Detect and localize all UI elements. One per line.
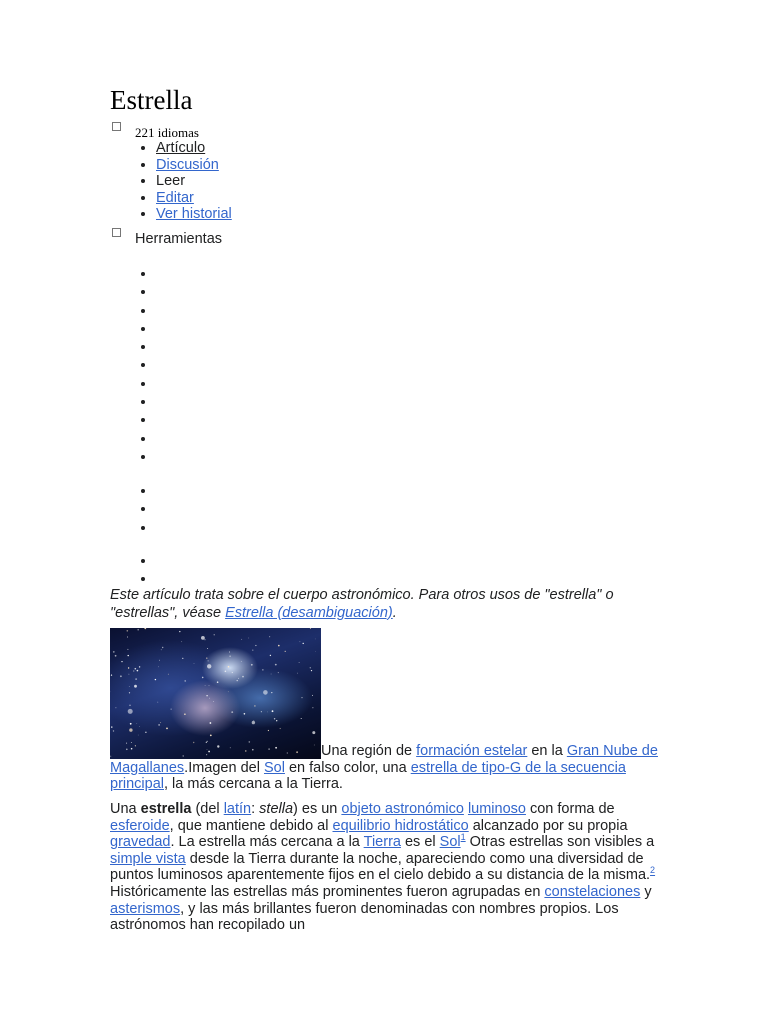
star (127, 630, 129, 632)
body-text: Una (110, 801, 141, 817)
star (214, 634, 215, 635)
tab-articulo-link[interactable]: Artículo (156, 140, 206, 156)
star (252, 721, 255, 724)
star (274, 718, 275, 719)
star (129, 728, 132, 731)
star (113, 730, 114, 731)
star (267, 712, 268, 713)
hatnote-link[interactable]: Estrella (desambiguación) (225, 604, 393, 621)
link-constelaciones[interactable]: constelaciones (544, 883, 641, 900)
star (184, 680, 186, 682)
star (127, 637, 128, 638)
star-field (110, 628, 321, 759)
star (135, 678, 136, 679)
star (231, 711, 233, 713)
star (162, 647, 163, 648)
star (128, 655, 129, 656)
languages-label[interactable]: 221 idiomas (135, 125, 199, 140)
body-text: , que mantiene debido al (169, 817, 333, 834)
link-gran-nube[interactable]: Gran Nube de Magallanes (110, 743, 658, 776)
star (144, 628, 146, 629)
body-text: es el (400, 834, 440, 851)
body-text: y (640, 883, 652, 900)
star (207, 648, 208, 649)
star (129, 705, 130, 706)
tools-list-1 (136, 265, 156, 466)
link-objeto-astronomico[interactable]: objeto astronómico (341, 801, 464, 817)
body-italic: stella (259, 801, 294, 817)
nebula-image[interactable] (110, 628, 321, 759)
star (271, 674, 272, 675)
star (300, 641, 301, 642)
star (115, 655, 117, 657)
star (207, 664, 211, 668)
star (270, 655, 271, 656)
star (254, 705, 256, 707)
star (158, 666, 159, 667)
star (206, 658, 207, 659)
caption-text: , la más cercana a la Tierra. (164, 776, 343, 793)
tab-leer[interactable] (156, 173, 232, 190)
star (242, 676, 244, 678)
link-sol-2[interactable]: Sol (439, 834, 461, 851)
star (129, 674, 130, 675)
caption-text: .Imagen del (184, 759, 264, 776)
star (127, 649, 128, 650)
star (171, 709, 172, 710)
star (207, 741, 208, 742)
star (315, 639, 316, 640)
star (159, 660, 160, 661)
star (262, 669, 263, 670)
star (168, 674, 169, 675)
star (137, 723, 138, 724)
star (312, 695, 313, 696)
link-luminoso[interactable]: luminoso (467, 801, 526, 817)
star (115, 707, 116, 708)
star (158, 724, 160, 726)
star (310, 667, 311, 668)
star (280, 728, 281, 729)
star (228, 666, 230, 668)
body-text: . La estrella más cercana a la (170, 834, 364, 851)
star (301, 697, 302, 698)
star (275, 664, 277, 666)
star (209, 698, 210, 699)
star (137, 670, 139, 672)
star (315, 651, 316, 652)
star (166, 728, 168, 730)
link-tierra[interactable]: Tierra (363, 834, 401, 851)
star (209, 685, 210, 686)
body-text: desde la Tierra durante la noche, apareciendo como una diversidad de puntos luminosos aparentemente fijos en el cielo debido a su distancia de la misma. (110, 850, 651, 884)
star (157, 702, 158, 703)
star (229, 656, 230, 657)
body-text: con forma de (525, 801, 615, 817)
star (285, 651, 286, 652)
link-latin[interactable]: latín (223, 801, 252, 817)
star (205, 639, 206, 640)
star (228, 692, 229, 693)
page-tabs (136, 140, 232, 223)
link-estrella-tipo-g[interactable]: estrella de tipo-G de la secuencia principal (110, 759, 626, 793)
image-caption (110, 743, 660, 793)
star (130, 723, 132, 725)
star (272, 710, 274, 712)
tools-list-2 (136, 482, 156, 537)
tools-checkbox[interactable] (112, 228, 121, 237)
star (244, 713, 246, 715)
tab-discusion[interactable] (156, 157, 232, 174)
hatnote-end: . (392, 604, 397, 621)
star (213, 701, 214, 702)
star (301, 718, 302, 719)
star (241, 639, 242, 640)
star (299, 662, 300, 663)
link-esferoide[interactable]: esferoide (110, 817, 170, 834)
body-text: alcanzado por su propia (468, 817, 628, 834)
star (238, 678, 239, 679)
star (278, 645, 280, 647)
star (121, 661, 122, 662)
star (241, 661, 242, 662)
star (252, 650, 253, 651)
star (139, 726, 140, 727)
body-text: Históricamente las estrellas más prominentes fueron agrupadas en (110, 883, 545, 900)
intro-paragraph (110, 801, 660, 934)
star (128, 667, 129, 668)
star (135, 668, 137, 670)
star (255, 645, 256, 646)
star (138, 735, 139, 736)
star (139, 666, 140, 667)
tools-list-3 (136, 552, 156, 589)
star (261, 711, 262, 712)
tab-articulo[interactable] (156, 140, 232, 157)
star (210, 722, 212, 724)
tools-label[interactable]: Herramientas (135, 231, 223, 247)
star (133, 671, 134, 672)
star (276, 720, 277, 721)
tab-ver-historial[interactable] (156, 206, 232, 223)
star (297, 673, 298, 674)
caption-text: en la (527, 743, 567, 759)
star (311, 670, 312, 671)
star (312, 707, 313, 708)
body-text: Otras estrellas son visibles a (465, 834, 655, 851)
star (134, 685, 137, 688)
star (182, 658, 183, 659)
link-gravedad[interactable]: gravedad (110, 834, 171, 851)
star (232, 672, 233, 673)
star (113, 651, 115, 653)
tab-leer-link[interactable]: Leer (156, 173, 186, 190)
link-equilibrio-hidrostatico[interactable]: equilibrio hidrostático (332, 817, 469, 834)
star (194, 663, 195, 664)
star (251, 664, 253, 666)
star (310, 628, 311, 629)
tab-discusion-link[interactable]: Discusión (156, 156, 219, 173)
star (208, 660, 209, 661)
star (111, 726, 112, 727)
star (205, 685, 206, 686)
star (128, 709, 133, 714)
link-asterismos[interactable]: asterismos (110, 900, 181, 917)
tab-editar[interactable] (156, 190, 232, 207)
star (269, 636, 270, 637)
ref-2[interactable]: 2 (650, 865, 656, 876)
hatnote-text: Este artículo trata sobre el cuerpo astronómico. Para otros usos de "estrella" o "estrellas", véase (110, 587, 614, 621)
star (160, 722, 161, 723)
body-bold: estrella (140, 801, 192, 817)
star (201, 636, 205, 640)
star (120, 675, 122, 677)
star (268, 730, 269, 731)
star (229, 652, 230, 653)
link-simple-vista[interactable]: simple vista (110, 850, 186, 867)
star (179, 631, 180, 632)
star (263, 690, 268, 695)
star (303, 643, 304, 644)
star (248, 638, 249, 639)
star (184, 713, 186, 715)
star (145, 732, 146, 733)
caption-text: Una región de (321, 743, 417, 759)
star (155, 679, 156, 680)
star (206, 695, 207, 696)
body-text: (del (191, 801, 224, 817)
star (217, 681, 219, 683)
star (278, 672, 279, 673)
star (253, 720, 254, 721)
tab-ver-historial-link[interactable]: Ver historial (156, 206, 232, 223)
star (237, 680, 238, 681)
star (129, 692, 130, 693)
star (202, 677, 204, 679)
star (181, 641, 182, 642)
star (111, 675, 112, 676)
star (312, 731, 315, 734)
star (161, 649, 162, 650)
star (225, 671, 227, 673)
page-title: Estrella (110, 85, 193, 115)
star (271, 692, 272, 693)
link-sol[interactable]: Sol (263, 759, 285, 776)
ref-1[interactable]: 1 (460, 832, 466, 843)
body-text: , y las más brillantes fueron denominadas con nombres propios. Los astrónomos han recopilado un (110, 900, 619, 934)
star (129, 686, 130, 687)
body-text: ) es un (293, 801, 342, 817)
tab-editar-link[interactable]: Editar (156, 189, 194, 206)
link-formacion-estelar[interactable]: formación estelar (416, 743, 528, 759)
caption-text: en falso color, una (284, 759, 411, 776)
languages-checkbox[interactable] (112, 122, 121, 131)
body-text: : (251, 801, 260, 817)
hatnote (110, 587, 660, 622)
star (210, 735, 212, 737)
star (137, 629, 139, 631)
